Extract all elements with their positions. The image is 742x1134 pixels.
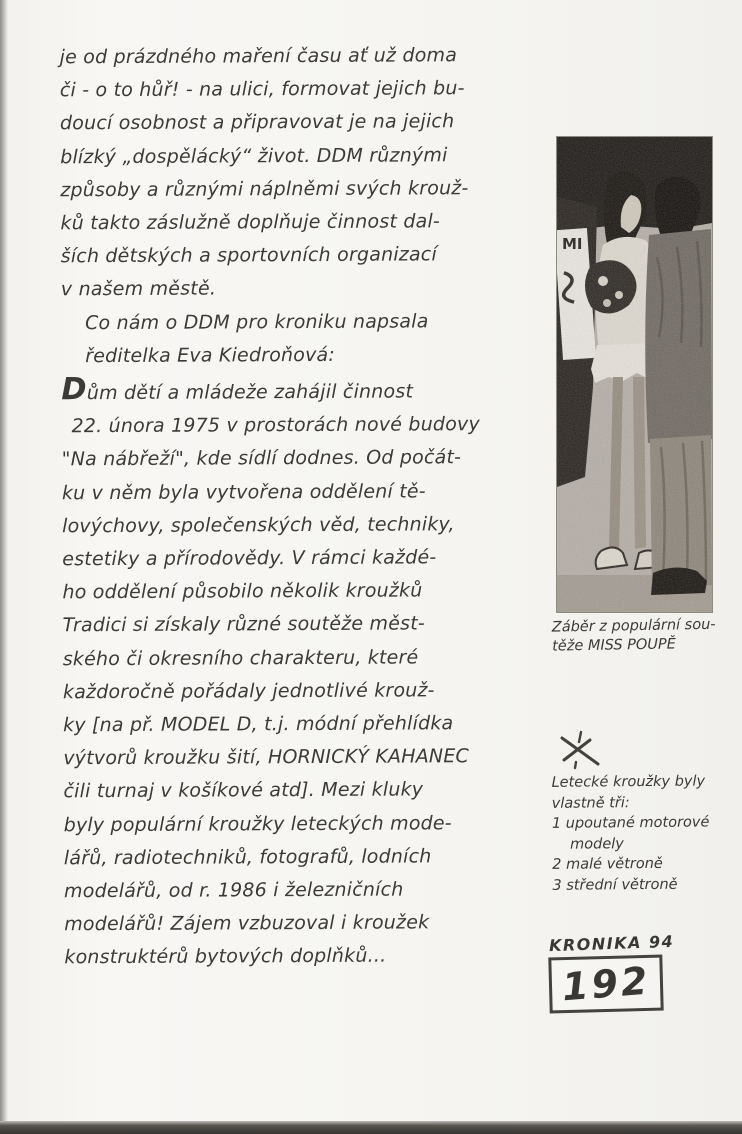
manuscript-line: ského či okresního charakteru, které <box>62 646 419 670</box>
manuscript-line: v našem městě. <box>60 277 217 301</box>
manuscript-line: Co nám o DDM pro kroniku napsala <box>84 309 429 334</box>
manuscript-line: výtvorů kroužku šití, HORNICKÝ KAHANEC <box>63 745 470 770</box>
manuscript-line: či - o to hůř! - na ulici, formovat jejich bu- <box>59 77 465 102</box>
scan-edge-left <box>0 0 8 1134</box>
manuscript-line: lářů, radiotechniků, fotografů, lodních <box>63 845 432 870</box>
page-number-box <box>548 955 663 1014</box>
photo-miss-poupe <box>557 137 712 612</box>
manuscript-line: blízký „dospělácký“ život. DDM různými <box>60 143 448 168</box>
manuscript-line: "Na nábřeží", kde sídlí dodnes. Od počát- <box>61 446 462 471</box>
manuscript-line: estetiky a přírodovědy. V rámci každé- <box>62 546 437 571</box>
asterisk-mark-icon <box>556 730 604 772</box>
manuscript-line: je od prázdného maření času ať už doma <box>59 44 458 69</box>
manuscript-line: byly populární kroužky leteckých mode- <box>63 811 452 836</box>
manuscript-line: každoročně pořádaly jednotlivé krouž- <box>62 679 435 704</box>
manuscript-line: ky [na př. MODEL D, t.j. módní přehlídka <box>63 712 454 737</box>
manuscript-line: 22. února 1975 v prostorách nové budovy <box>71 413 480 438</box>
manuscript-line: modelářů, od r. 1986 i železničních <box>63 878 404 903</box>
manuscript-line: čili turnaj v košíkové atd]. Mezi kluky <box>63 778 424 803</box>
note-line: 2 malé větroně <box>552 855 663 873</box>
caption-line: těže MISS POUPĚ <box>552 636 677 655</box>
note-line: 3 střední větroně <box>552 876 678 894</box>
manuscript-line: lovýchovy, společenských věd, techniky, <box>62 513 455 538</box>
manuscript-line: modelářů! Zájem vzbuzoval i kroužek <box>64 911 430 936</box>
photo-sign-text: MI <box>562 235 583 253</box>
manuscript-line: Tradici si získaly různé soutěže měst- <box>62 612 425 637</box>
note-line: vlastně tři: <box>551 794 630 812</box>
note-line: modely <box>570 835 624 853</box>
margin-note <box>551 771 742 896</box>
manuscript-line: konstruktérů bytových doplňků... <box>64 945 387 969</box>
manuscript-line: doucí osobnost a připravovat je na jejich <box>59 110 455 135</box>
page-number: 192 <box>560 958 652 1010</box>
chronicle-text <box>60 39 557 975</box>
page-stamp <box>548 931 675 1012</box>
manuscript-line: ředitelka Eva Kiedroňová: <box>85 343 336 367</box>
photo-caption <box>552 615 733 656</box>
manuscript-line: způsoby a různými náplněmi svých krouž- <box>60 176 469 202</box>
chronicle-label: KRONIKA 94 <box>548 931 675 956</box>
note-line: 1 upoutané motorové <box>551 814 710 832</box>
scan-edge-bottom <box>0 1121 742 1134</box>
note-line: Letecké kroužky byly <box>551 773 706 791</box>
manuscript-line: ků takto záslužně doplňuje činnost dal- <box>60 210 441 235</box>
manuscript-line: Dům dětí a mládeže zahájil činnost <box>61 372 414 408</box>
caption-line: Záběr z populární sou- <box>551 616 716 636</box>
manuscript-line: ších dětských a sportovních organizací <box>60 243 437 268</box>
manuscript-line: ku v něm byla vytvořena oddělení tě- <box>61 480 426 504</box>
manuscript-line: ho oddělení působilo několik kroužků <box>62 579 423 604</box>
